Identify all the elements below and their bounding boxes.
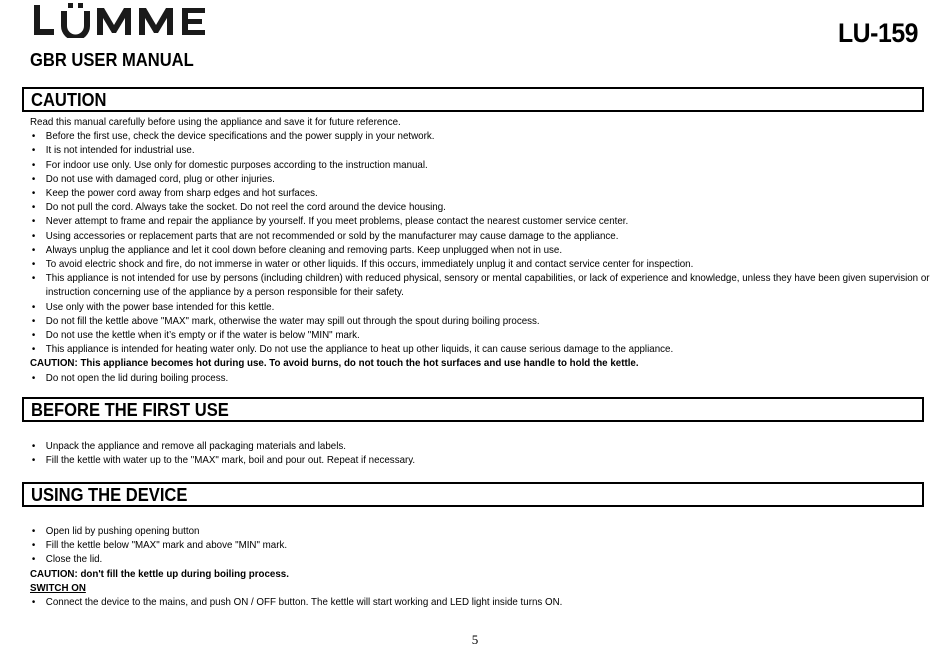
caution-list [30,129,930,356]
model-number: LU-159 [837,18,918,48]
list-item: • This appliance is intended for heating water only. Do not use the appliance to heat up other liquids, it can cause serious damage to the appliance. [30,342,934,356]
before-first-use-content [30,439,930,467]
before-first-use-heading-box [22,397,924,422]
using-device-content [30,524,930,609]
using-device-heading-box [22,482,924,507]
switch-on-label: SWITCH ON [30,581,86,594]
list-item: • Fill the kettle below "MAX" mark and above "MIN" mark. [30,538,934,552]
list-item: • Do not use the kettle when it’s empty or if the water is below "MIN" mark. [30,328,934,342]
caution-content [30,115,930,385]
before-first-use-list [30,439,930,467]
caution-warning: CAUTION: This appliance becomes hot during use. To avoid burns, do not touch the hot surfaces and use handle to hold the kettle. [30,357,639,370]
list-item: • Before the first use, check the device specifications and the power supply in your network. [30,129,934,143]
list-item: • Use only with the power base intended for this kettle. [30,300,934,314]
before-first-use-heading: BEFORE THE FIRST USE [31,400,229,420]
list-item: • Always unplug the appliance and let it cool down before cleaning and removing parts. Keep unplugged when not in use. [30,243,934,257]
list-item: • Open lid by pushing opening button [30,524,934,538]
page-number: 5 [471,632,479,647]
list-item: • Do not fill the kettle above "MAX" mark, otherwise the water may spill out through the spout during boiling process. [30,314,934,328]
using-device-list [30,524,930,567]
list-item: • Never attempt to frame and repair the appliance by yourself. If you meet problems, please contact the nearest customer service center. [30,214,934,228]
caution-heading: CAUTION [31,90,107,110]
list-item: • Do not pull the cord. Always take the socket. Do not reel the cord around the device housing. [30,200,934,214]
list-item: • For indoor use only. Use only for domestic purposes according to the instruction manual. [30,158,934,172]
list-item: • Do not open the lid during boiling process. [30,371,934,385]
list-item: • Close the lid. [30,552,934,566]
list-item: • This appliance is not intended for use by persons (including children) with reduced physical, sensory or mental capabilities, or lack of experience and knowledge, unless they have been given supervision or instruction concerning use of the appliance by a person responsible for their safety. [30,271,934,299]
list-item: • It is not intended for industrial use. [30,143,934,157]
list-item: • Keep the power cord away from sharp edges and hot surfaces. [30,186,934,200]
list-item: • Do not use with damaged cord, plug or other injuries. [30,172,934,186]
using-device-heading: USING THE DEVICE [31,485,188,505]
switch-on-list [30,595,930,609]
list-item: • Fill the kettle with water up to the "MAX" mark, boil and pour out. Repeat if necessary. [30,453,934,467]
caution-list-tail [30,371,930,385]
list-item: • To avoid electric shock and fire, do not immerse in water or other liquids. If this occurs, immediately unplug it and contact service center for inspection. [30,257,934,271]
list-item: • Using accessories or replacement parts that are not recommended or sold by the manufacturer may cause damage to the appliance. [30,229,934,243]
manual-title: GBR USER MANUAL [30,50,194,70]
brand-logo [32,2,212,43]
using-device-warning: CAUTION: don't fill the kettle up during boiling process. [30,567,289,580]
caution-heading-box [22,87,924,112]
caution-intro: Read this manual carefully before using the appliance and save it for future reference. [30,116,401,128]
list-item: • Unpack the appliance and remove all packaging materials and labels. [30,439,934,453]
list-item: • Connect the device to the mains, and push ON / OFF button. The kettle will start working and LED light inside turns ON. [30,595,934,609]
